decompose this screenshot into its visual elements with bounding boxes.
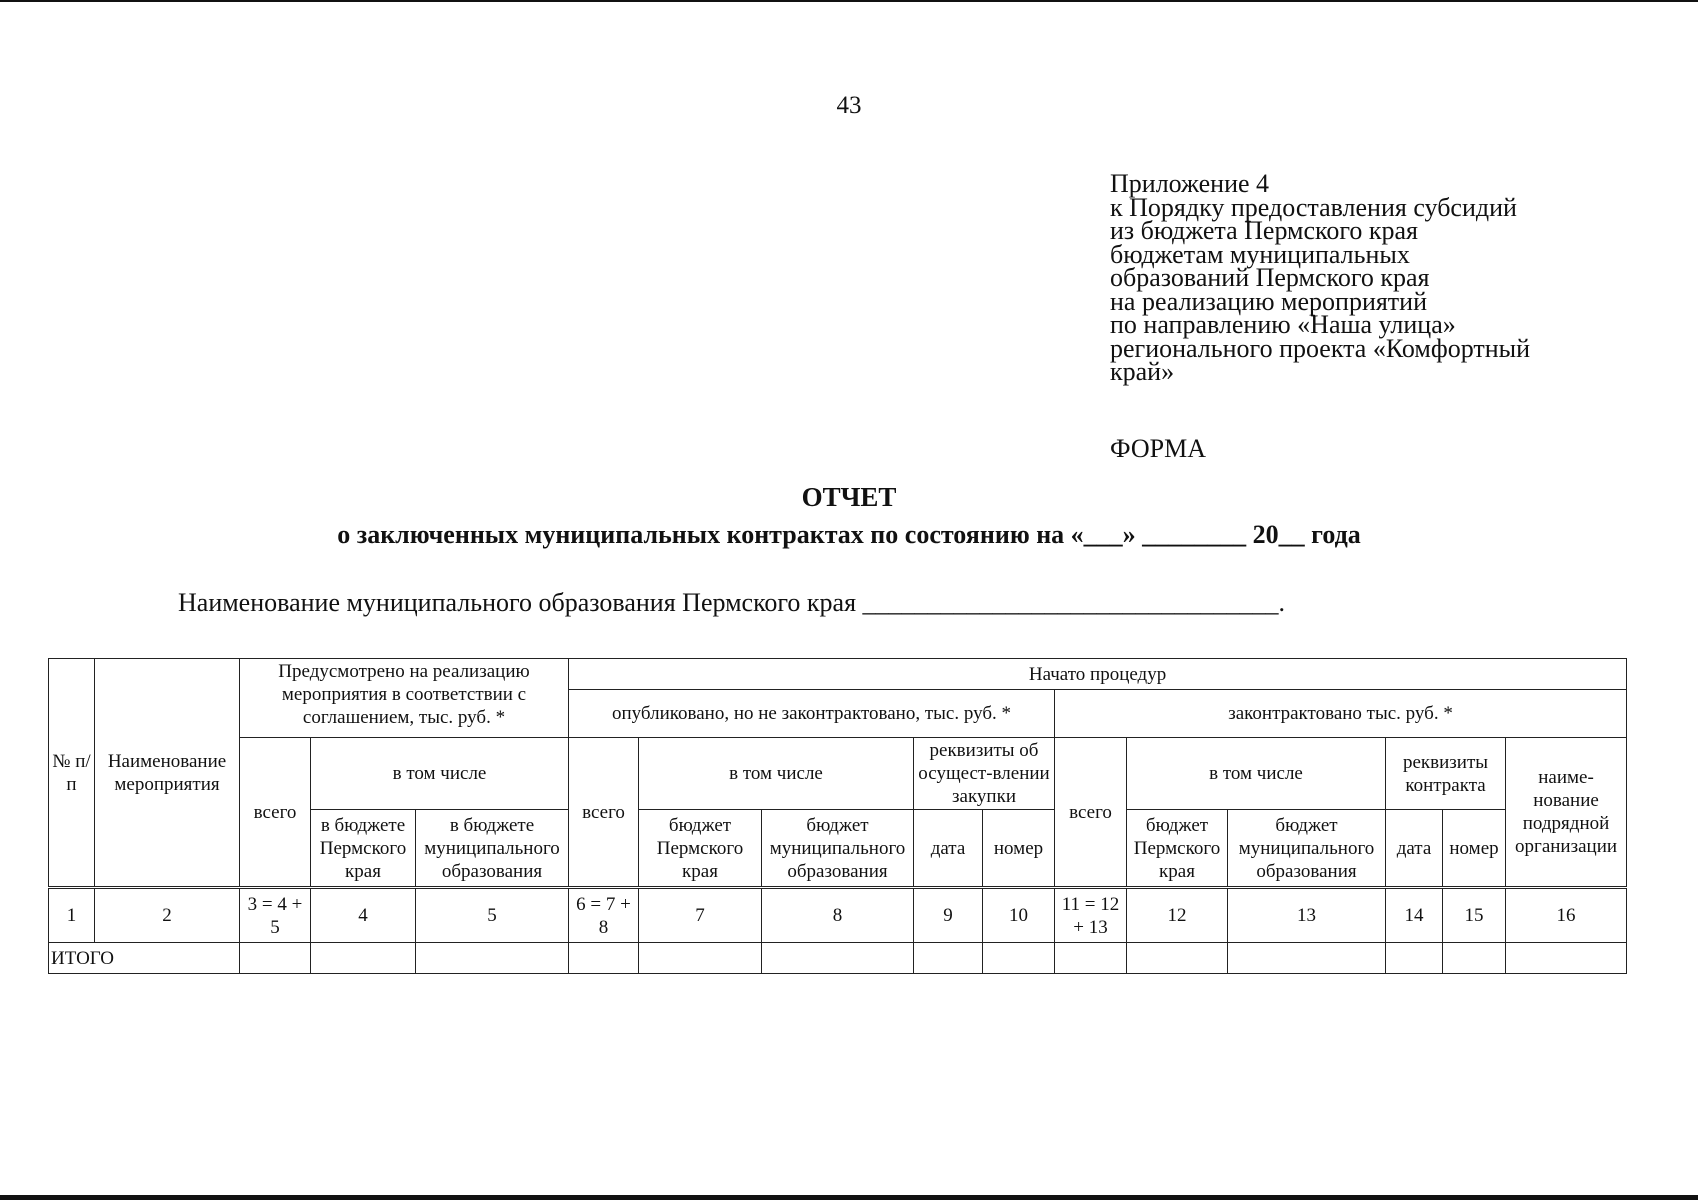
appendix-line: образований Пермского края: [1110, 263, 1430, 292]
column-number: 8: [762, 888, 914, 943]
appendix-line: Приложение 4: [1110, 169, 1270, 198]
report-subtitle: о заключенных муниципальных контрактах по состоянию на «___» ________ 20__ года: [337, 520, 1361, 549]
column-number: 4: [311, 888, 416, 943]
header-num: № п/п: [49, 659, 95, 888]
header-provided: Предусмотрено на реализацию мероприятия в соответствии с соглашением, тыс. руб. *: [240, 659, 569, 738]
report-title: ОТЧЕТ: [801, 482, 897, 512]
appendix-line: бюджетам муниципальных: [1110, 239, 1410, 269]
total-cell: [762, 943, 914, 974]
column-number: 6 = 7 + 8: [569, 888, 639, 943]
total-cell: [983, 943, 1055, 974]
total-cell: [639, 943, 762, 974]
header-procurement-number: номер: [983, 810, 1055, 888]
total-cell: [311, 943, 416, 974]
total-row: [49, 943, 1627, 974]
column-number: 13: [1228, 888, 1386, 943]
header-total-contracted: всего: [1055, 738, 1127, 888]
column-number: 7: [639, 888, 762, 943]
header-total-provided: всего: [240, 738, 311, 888]
column-number: 15: [1443, 888, 1506, 943]
appendix-line: регионального проекта «Комфортный: [1110, 333, 1531, 363]
total-cell: [1506, 943, 1627, 974]
total-label: ИТОГО: [49, 943, 240, 974]
header-procurement-date: дата: [914, 810, 983, 888]
column-number: 16: [1506, 888, 1627, 943]
header-procurement-details: реквизиты об осущест-влении закупки: [914, 738, 1055, 810]
column-number: 11 = 12 + 13: [1055, 888, 1127, 943]
header-contract-number: номер: [1443, 810, 1506, 888]
form-label: ФОРМА: [1110, 434, 1206, 463]
total-cell: [914, 943, 983, 974]
column-number: 5: [416, 888, 569, 943]
column-number: 12: [1127, 888, 1228, 943]
column-number: 3 = 4 + 5: [240, 888, 311, 943]
total-cell: [569, 943, 639, 974]
page-bottom-edge: [0, 1195, 1698, 1200]
header-including-contracted: в том числе: [1127, 738, 1386, 810]
appendix-line: по направлению «Наша улица»: [1110, 310, 1456, 339]
column-number: 10: [983, 888, 1055, 943]
header-including-published: в том числе: [639, 738, 914, 810]
appendix-line: к Порядку предоставления субсидий: [1110, 192, 1517, 222]
total-cell: [416, 943, 569, 974]
header-contracted: законтрактовано тыс. руб. *: [1055, 690, 1627, 738]
total-cell: [1386, 943, 1443, 974]
total-cell: [1443, 943, 1506, 974]
appendix-line: край»: [1110, 357, 1175, 386]
header-budget-municipal-provided: в бюджете муниципального образования: [416, 810, 569, 888]
total-cell: [1228, 943, 1386, 974]
header-including-provided: в том числе: [311, 738, 569, 810]
header-budget-region-provided: в бюджете Пермского края: [311, 810, 416, 888]
total-cell: [1055, 943, 1127, 974]
total-cell: [1127, 943, 1228, 974]
header-budget-municipal-published: бюджет муниципального образования: [762, 810, 914, 888]
header-published: опубликовано, но не законтрактовано, тыс. руб. *: [569, 690, 1055, 738]
header-contract-date: дата: [1386, 810, 1443, 888]
municipality-line: Наименование муниципального образования Пермского края ________________________________.: [178, 588, 1286, 617]
column-number: 1: [49, 888, 95, 943]
page-number: 43: [836, 92, 862, 119]
header-contractor-name: наиме-нование подрядной организации: [1506, 738, 1627, 888]
appendix-line: на реализацию мероприятий: [1110, 286, 1428, 316]
column-number: 14: [1386, 888, 1443, 943]
appendix-line: из бюджета Пермского края: [1110, 216, 1419, 245]
column-number: 9: [914, 888, 983, 943]
page-top-edge: [0, 0, 1698, 2]
column-number: 2: [95, 888, 240, 943]
column-numbers-row: [49, 888, 1627, 943]
header-budget-region-contracted: бюджет Пермского края: [1127, 810, 1228, 888]
header-budget-municipal-contracted: бюджет муниципального образования: [1228, 810, 1386, 888]
header-total-published: всего: [569, 738, 639, 888]
appendix-note: [1110, 169, 1590, 386]
header-event-name: Наименование мероприятия: [95, 659, 240, 888]
report-table: [48, 658, 1627, 974]
header-started-procedures: Начато процедур: [569, 659, 1627, 690]
total-cell: [240, 943, 311, 974]
header-budget-region-published: бюджет Пермского края: [639, 810, 762, 888]
header-contract-details: реквизиты контракта: [1386, 738, 1506, 810]
